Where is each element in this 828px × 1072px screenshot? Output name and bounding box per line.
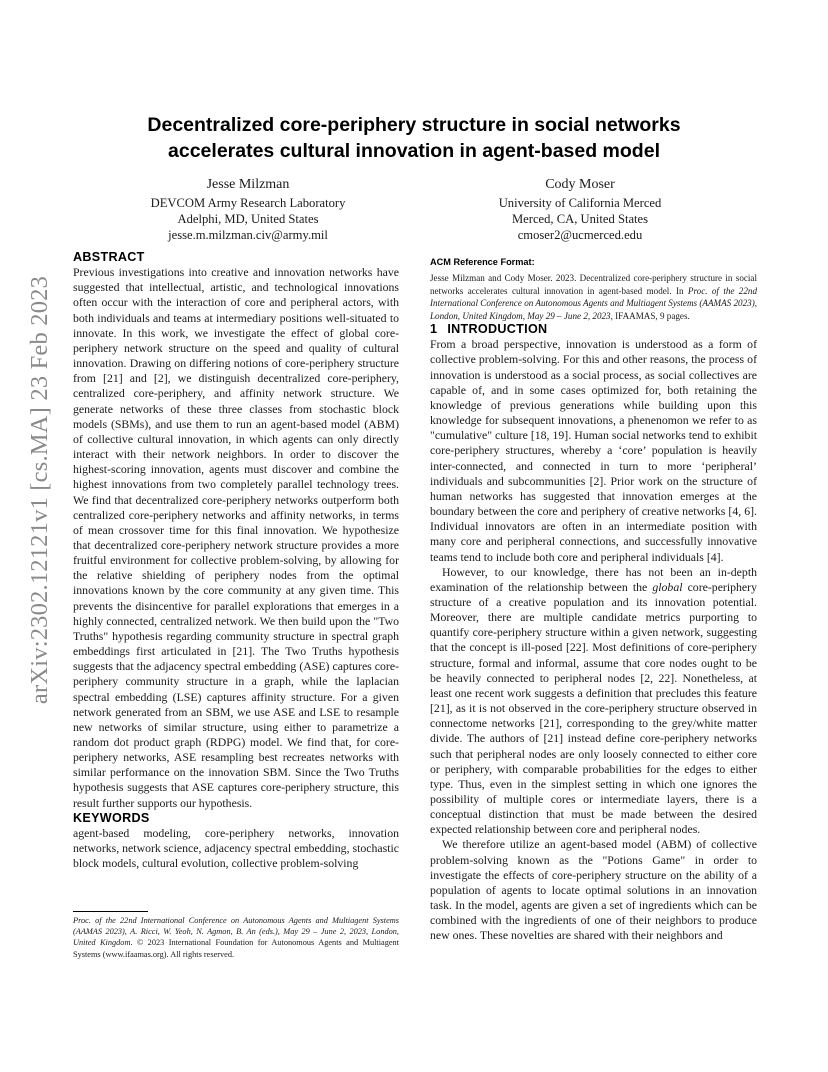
author-block-1 [100,176,396,243]
right-column [430,255,757,944]
author-email: jesse.m.milzman.civ@army.mil [168,228,328,242]
title-line-1: Decentralized core-periphery structure in social networks [147,114,681,136]
footnote-venue: Proc. of the 22nd International Conference on Autonomous Agents and Multiagent Systems (AAMAS 2023), A. Ricci, W. Yeoh, N. Agmon, B. An (eds.), May 29 – June 2, 2023, London, United Kingdom [73,916,399,948]
left-column [73,250,399,871]
introduction-heading [430,322,757,337]
intro-paragraph-3: We therefore utilize an agent-based model (ABM) of collective problem-solving known as the "Potions Game" in order to investigate the effects of core-periphery structure on the ability of a population of agents to locate optimal solutions in an innovation task. In the model, agents are given a set of ingredients which can be combined with the ingredients of one of their neighbors to produce new ones. These novelties are shared with their neighbors and [430,837,757,943]
arxiv-identifier: arXiv:2302.12121v1 [cs.MA] 23 Feb 2023 [26,275,53,705]
author-affiliation: DEVCOM Army Research Laboratory [150,196,346,210]
intro-p2-rest: core-periphery structure of a creative population and its innovation potential. Moreover, there are multiple candidate metrics purporting to quantify core-periphery structure within a given network, suggesting that the concept is ill-posed [22]. Most definitions of core-periphery structure, formal and informal, assume that core nodes ought to be be heavily connected to peripheral nodes [2, 22]. Nonetheless, at least one recent work suggests a definition that precludes this feature [21], as it is not observed in the core-periphery structure observed in connectome networks [21], corresponding to the grey/white matter divide. The authors of [21] instead define core-periphery networks such that peripheral nodes are only loosely connected to either core or periphery, with comparable probabilities for the edges to either type. Thus, even in the simplest setting in which one ignores the possibility of multiple cores or intermediate layers, there is a conceptual distinction that must be made between the desired expected relationship between core and peripheral nodes. [430,579,757,837]
abstract-text: Previous investigations into creative and innovation networks have suggested that intellectual, artistic, and technological innovations often occur with the interaction of core and peripheral actors, with both individuals and teams at intermediary positions well-situated to innovate. In this work, we investigate the effect of global core-periphery network structure on the speed and quality of cultural innovation. Drawing on differing notions of core-periphery structure from [21] and [2], we distinguish decentralized core-periphery, centralized core-periphery, and affinity network structure. We generate networks of these three classes from stochastic block models (SBMs), and use them to run an agent-based model (ABM) of collective cultural innovation, in which agents can only directly interact with their network neighbors. In order to discover the highest-scoring innovation, agents must discover and combine the highest innovations from two completely parallel technology trees. We find that decentralized core-periphery networks outperform both centralized core-periphery networks and affinity networks, in terms of mean crossover time for this final innovation. We hypothesize that decentralized core-periphery network structure provides a more fruitful environment for collective problem-solving, by allowing for the relative shielding of periphery nodes from the optimal innovations known by the core community at any given time. This prevents the disincentive for parallel explorations that emerges in a highly connected, centralized network. We then build upon the "Two Truths" hypothesis regarding community structure in spectral graph embeddings first articulated in [21]. The Two Truths hypothesis suggests that the adjacency spectral embedding (ASE) captures core-periphery community structure in a graph, while the laplacian spectral embedding (LSE) captures affinity structure. For a given network generated from an SBM, we use ASE and LSE to resample new networks of similar structure, using either to parametrize a random dot product graph (RDPG) model. We find that, for core-periphery networks, ASE resampling best recreates networks with similar performance on the innovation SBM. Since the Two Truths hypothesis suggests that ASE captures core-periphery structure, this result further supports our hypothesis. [73,265,399,810]
author-name: Jesse Milzman [206,177,290,192]
acm-citation: Jesse Milzman and Cody Moser. 2023. Decentralized core-periphery structure in social networks accelerates cultural innovation in agent-based model. In [430,273,757,296]
acm-venue: Proc. of the 22nd International Conference on Autonomous Agents and Multiagent Systems (AAMAS 2023), London, United Kingdom, May 29 – June 2, 2023 [430,285,757,321]
acm-pages: , IFAAMAS, 9 pages. [610,310,690,321]
arxiv-identifier-container [20,275,60,705]
footnote-copyright: . © 2023 International Foundation for Autonomous Agents and Multiagent Systems (www.ifaamas.org). All rights reserved. [73,938,399,959]
section-title: INTRODUCTION [447,322,548,337]
intro-p2-start: However, to our knowledge, there has not been an in-depth examination of the relationship between the [430,564,757,594]
keywords-text: agent-based modeling, core-periphery networks, innovation networks, network science, adjacency spectral embedding, stochastic block models, cultural evolution, collective problem-solving [73,825,399,871]
keywords-heading: KEYWORDS [73,810,150,825]
intro-paragraph-1: From a broad perspective, innovation is understood as a form of collective problem-solving. For this and other reasons, the process of innovation is understood as a social process, as social collectives are capable of, and in some cases optimized for, both retaining the knowledge of previous generations while building upon this knowledge for subsequent innovations, a phenenomon we refer to as "cumulative" culture [18, 19]. Human social networks tend to exhibit core-periphery structures, whereby a ‘core’ population is heavily inter-connected, and connected in turn to more ‘peripheral’ individuals and subcommunities [2]. Prior work on the structure of human networks has suggested that innovation emerges at the boundary between the core and periphery of creative networks [4, 6]. Individual innovators are often in an intermediate position with many core and peripheral connections, and successfully innovative teams tend to include both core and peripheral individuals [4]. [430,337,757,564]
proceedings-footnote [73,915,399,960]
footnote-rule [73,911,148,912]
intro-p2-emphasis: global [652,579,683,594]
author-affiliation: University of California Merced [498,196,662,210]
author-location: Adelphi, MD, United States [177,212,319,226]
author-email: cmoser2@ucmerced.edu [517,228,643,242]
author-location: Merced, CA, United States [511,212,649,226]
acm-reference-text [430,272,757,322]
paper-title [72,112,756,164]
acm-reference-label: ACM Reference Format: [430,257,535,267]
title-line-2: accelerates cultural innovation in agent-based model [168,140,660,162]
abstract-heading: ABSTRACT [73,250,145,264]
intro-paragraph-2 [430,565,757,838]
section-number: 1 [430,322,438,337]
author-name: Cody Moser [545,177,615,192]
author-block-2 [430,176,730,243]
